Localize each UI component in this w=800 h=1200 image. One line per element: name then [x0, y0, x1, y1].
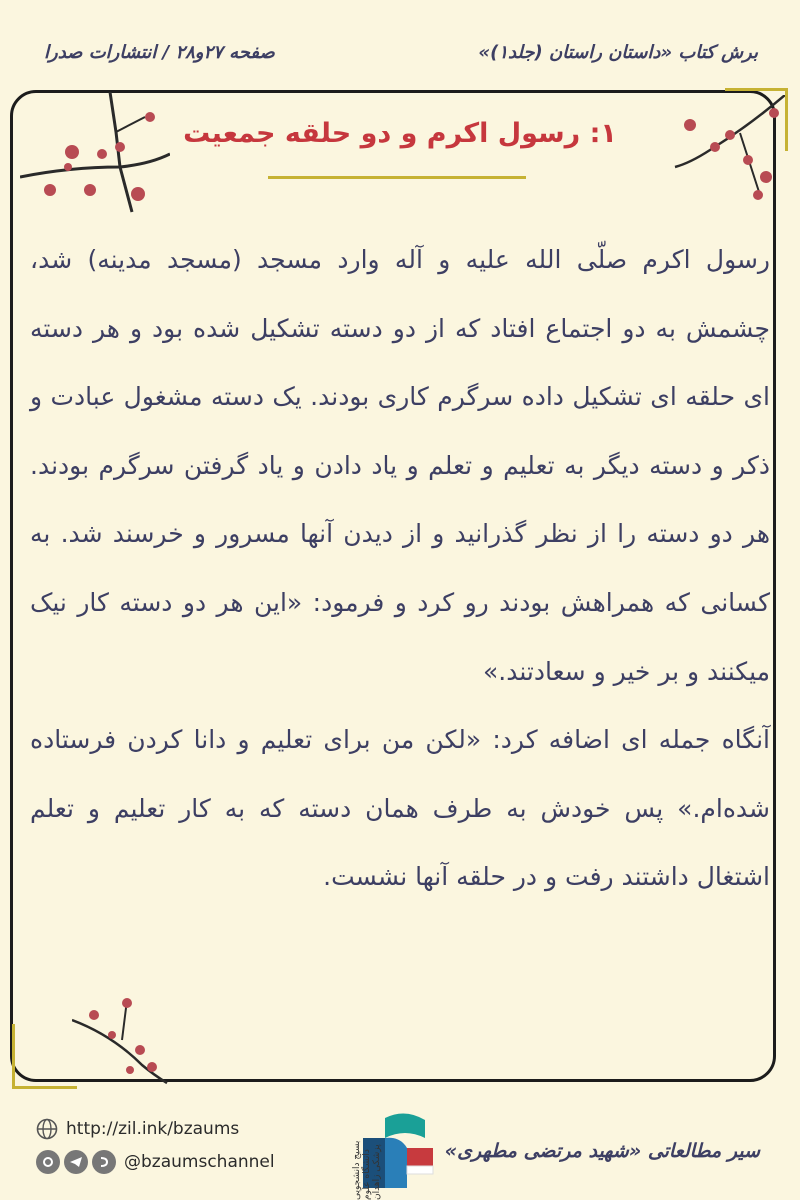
website-link[interactable]	[36, 1118, 239, 1140]
eitaa-icon[interactable]	[36, 1150, 60, 1174]
book-reference: برش کتاب «داستان راستان (جلد۱)»	[478, 42, 758, 63]
website-url[interactable]: http://zil.ink/bzaums	[66, 1119, 240, 1139]
social-handles	[36, 1150, 275, 1174]
blossom-branch-top-left-icon	[20, 92, 170, 222]
globe-icon	[36, 1118, 58, 1140]
blossom-branch-bottom-left-icon	[72, 995, 172, 1085]
story-body	[30, 226, 770, 912]
series-title: سیر مطالعاتی «شهید مرتضی مطهری»	[444, 1140, 760, 1162]
page-reference: صفحه ۲۷و۲۸ / انتشارات صدرا	[44, 42, 275, 63]
story-title: ۱: رسول اکرم و دو حلقه جمعیت	[183, 118, 617, 149]
paragraph-2: آنگاه جمله ای اضافه کرد: «لکن من برای تعلیم و دانا کردن فرستاده شده‌ام.» پس خودش به طرف همان دسته که به کار تعلیم و تعلم اشتغال داشتند رفت و در حلقه آنها نشست.	[30, 725, 770, 892]
soroush-icon[interactable]	[92, 1150, 116, 1174]
telegram-icon[interactable]	[64, 1150, 88, 1174]
blossom-branch-top-right-icon	[670, 95, 785, 205]
channel-handle[interactable]: @bzaumschannel	[124, 1152, 275, 1172]
title-underline	[268, 176, 526, 179]
paragraph-1: رسول اکرم صلّی الله علیه و آله وارد مسجد (مسجد مدینه) شد، چشمش به دو اجتماع افتاد که از دو دسته تشکیل شده بود و هر دسته ای حلقه ای تشکیل داده سرگرم کاری بودند. یک دسته مشغول عبادت و ذکر و دسته دیگر به تعلیم و تعلم و یاد دادن و یاد گرفتن سرگرم بودند. هر دو دسته را از نظر گذرانید و از دیدن آنها مسرور و خرسند شد. به کسانی که همراهش بودند رو کرد و فرمود: «این هر دو دسته کار نیک میکنند و بر خیر و سعادتند.»	[30, 245, 770, 686]
logo-caption: بسیج دانشجویی دانشگاه علوم پزشکی زاهدان	[352, 1140, 382, 1200]
gold-corner-bottom-left	[12, 1024, 77, 1089]
